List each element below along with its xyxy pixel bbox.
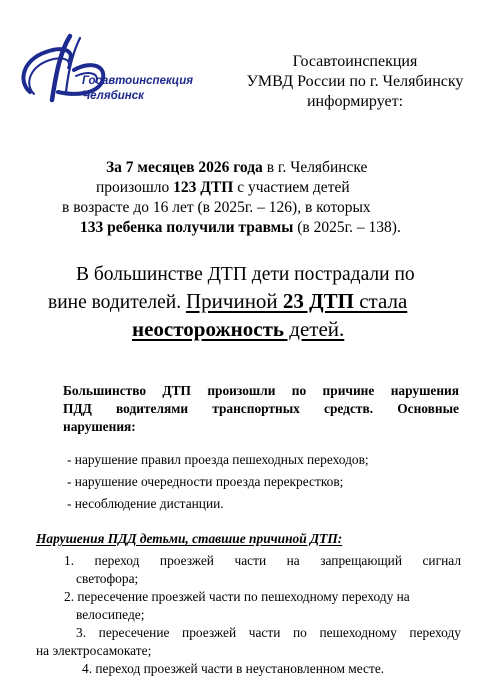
statement-line3	[132, 316, 495, 342]
statement-line2	[48, 288, 495, 316]
stats-line4	[80, 218, 495, 238]
statement-cause-a: Причиной	[185, 289, 283, 313]
child-item4: 4. переход проезжей части в неустановленном месте.	[82, 661, 385, 676]
header-block	[230, 52, 480, 112]
stats-l4-suffix: (в 2025г. – 138).	[293, 219, 401, 236]
statement-l2-prefix: вине водителей.	[48, 292, 186, 313]
list-item: - нарушение правил проезда пешеходных переходов;	[67, 452, 369, 467]
stats-line3: в возрасте до 16 лет (в 2025г. – 126), в которых	[62, 199, 371, 216]
child-violations	[36, 530, 461, 678]
list-item: - нарушение очередности проезда перекрестков;	[67, 474, 344, 489]
child-item2-line2: велосипеде;	[76, 607, 145, 622]
child-item3-line1: 3. пересечение проезжей части по пешеходному переходу	[76, 625, 461, 640]
logo-text-line1: Госавтоинспекция	[82, 75, 194, 87]
viol-intro-line2: ПДД водителями транспортных средств. Основные	[63, 401, 459, 416]
driver-violations-intro	[63, 382, 459, 436]
stats-line1	[106, 158, 495, 178]
child-item1-line2: светофора;	[76, 571, 139, 586]
stats-l2-prefix: произошло	[96, 179, 174, 196]
child-item2-line1: 2. пересечение проезжей части по пешеходному переходу на	[64, 589, 410, 604]
stats-l2-suffix: с участием детей	[233, 179, 350, 196]
header-line2: УМВД России по г. Челябинску	[246, 73, 464, 90]
stats-dtp-count: 123 ДТП	[173, 179, 234, 196]
stats-injured: 133 ребенка получили травмы	[80, 219, 294, 236]
gai-logo	[12, 30, 202, 112]
statement-carelessness: неосторожность	[132, 317, 285, 341]
list-item: - несоблюдение дистанции.	[67, 496, 224, 511]
child-item3-line2: на электросамокате;	[36, 643, 152, 658]
viol-intro-line1: Большинство ДТП произошли по причине нарушения	[63, 383, 459, 398]
viol-intro-line3: нарушения:	[63, 419, 136, 434]
driver-violations-list	[67, 449, 369, 515]
stats-block	[0, 158, 495, 238]
statement-cause-b: стала	[353, 289, 408, 313]
statement-children: детей.	[284, 317, 345, 341]
stats-line2	[96, 178, 495, 198]
logo-text-line2: Челябинск	[82, 90, 144, 102]
statement-line1: В большинстве ДТП дети пострадали по	[76, 264, 415, 285]
child-violations-title: Нарушения ПДД детьми, ставшие причиной ДТП:	[36, 531, 343, 546]
header-line3: информирует:	[306, 93, 404, 110]
header-line1: Госавтоинспекция	[292, 53, 418, 70]
stats-period: За 7 месяцев 2026 года	[106, 159, 263, 176]
statement-cause	[186, 289, 407, 313]
child-item1-line1: 1. переход проезжей части на запрещающий сигнал	[64, 553, 461, 568]
statement-dtp-23: 23 ДТП	[282, 289, 354, 313]
main-statement	[0, 262, 495, 342]
stats-city: в г. Челябинске	[262, 159, 368, 176]
